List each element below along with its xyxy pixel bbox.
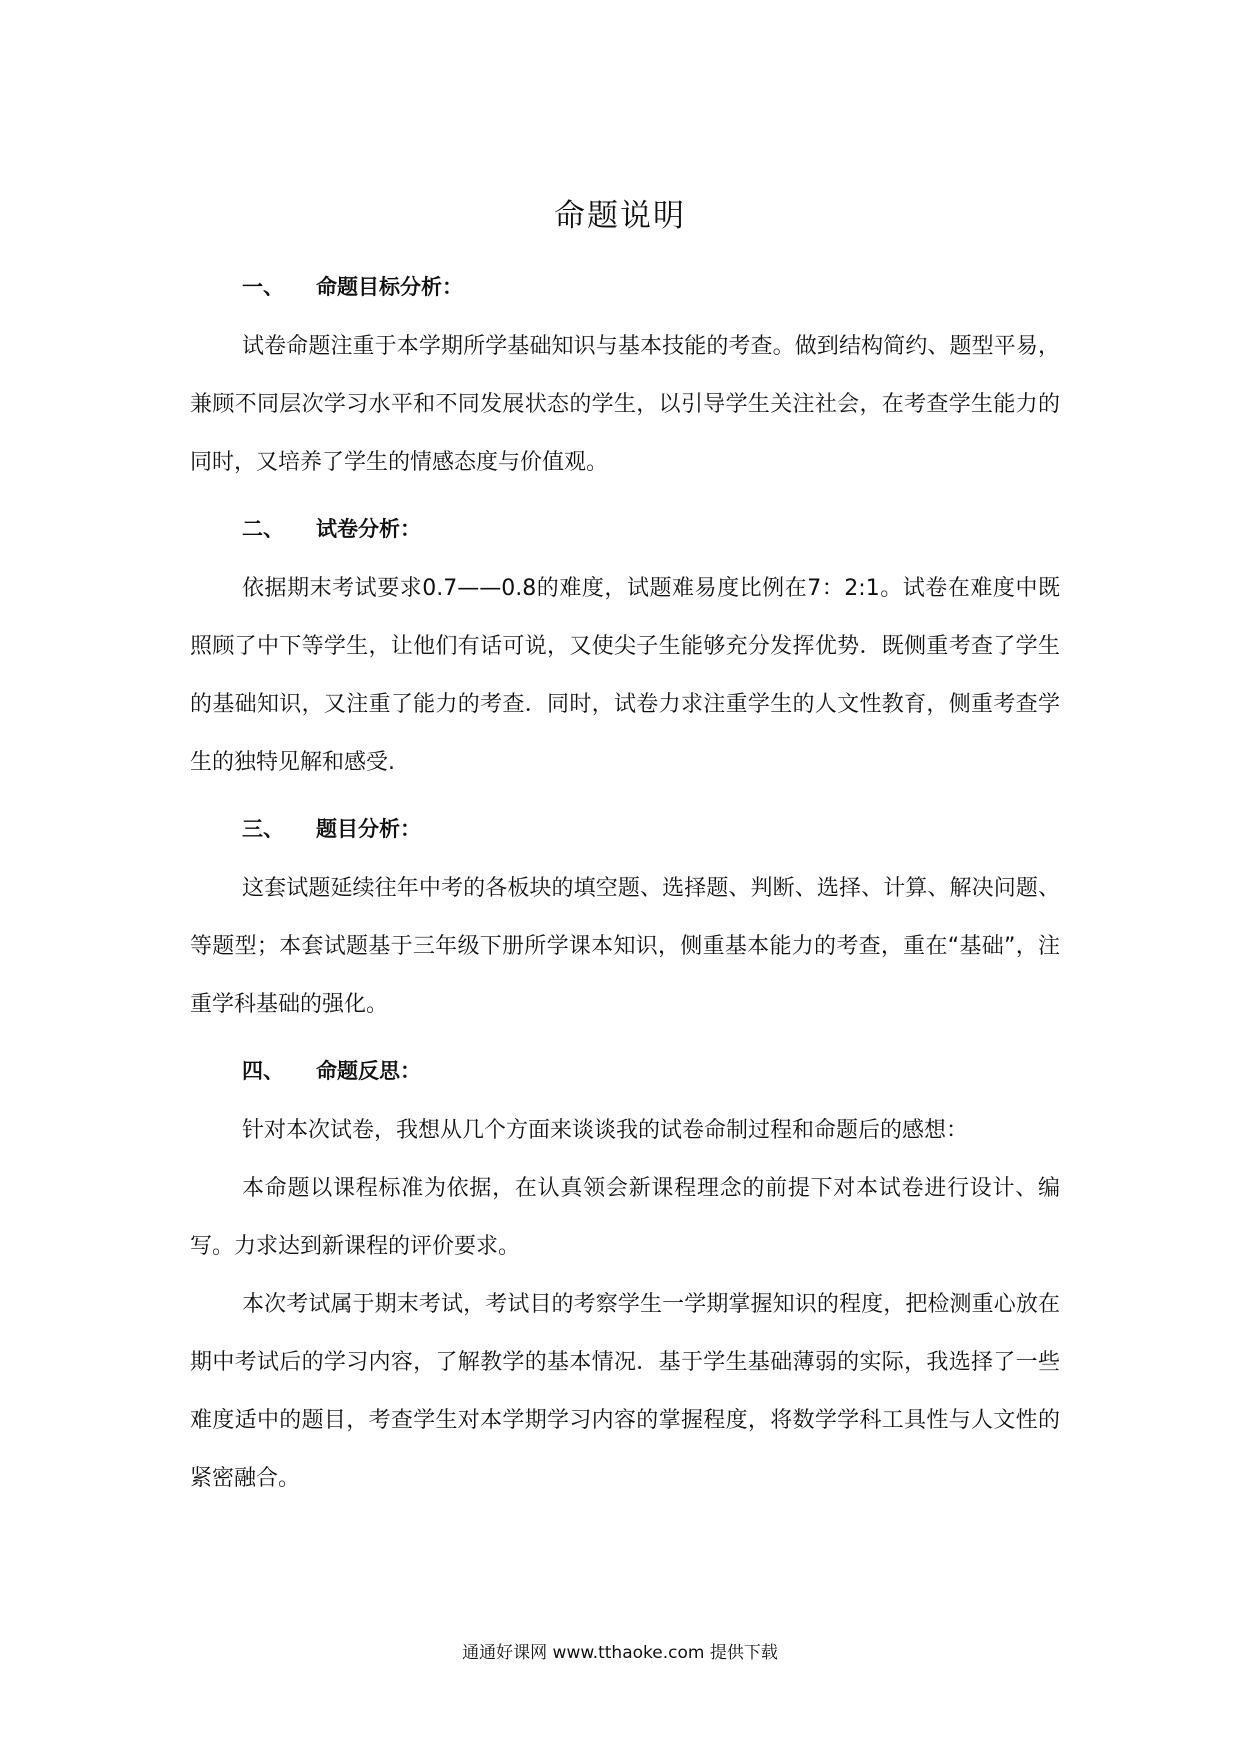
- section-heading-4: [190, 1052, 1060, 1088]
- page-title: 命题说明: [554, 198, 686, 234]
- section-number: 三、: [242, 817, 284, 841]
- section-heading-3: [190, 810, 1060, 846]
- section-heading-2: [190, 510, 1060, 546]
- paragraph: 本次考试属于期末考试，考试目的考察学生一学期掌握知识的程度，把检测重心放在期中考试后的学习内容，了解教学的基本情况．基于学生基础薄弱的实际，我选择了一些难度适中的题目，考查学生对本学期学习内容的掌握程度，将数学学科工具性与人文性的紧密融合。: [190, 1292, 1060, 1491]
- paragraph: 这套试题延续往年中考的各板块的填空题、选择题、判断、选择、计算、解决问题、等题型；本套试题基于三年级下册所学课本知识，侧重基本能力的考查，重在“基础”，注重学科基础的强化。: [190, 876, 1060, 1017]
- section-number: 二、: [242, 517, 284, 541]
- paragraph: 针对本次试卷，我想从几个方面来谈谈我的试卷命制过程和命题后的感想：: [242, 1118, 969, 1143]
- paragraph: 试卷命题注重于本学期所学基础知识与基本技能的考查。做到结构简约、题型平易，兼顾不同层次学习水平和不同发展状态的学生，以引导学生关注社会，在考查学生能力的同时，又培养了学生的情感态度与价值观。: [190, 334, 1060, 475]
- section-title: 命题反思：: [316, 1059, 421, 1083]
- section-heading-1: [190, 268, 1060, 304]
- section-title: 命题目标分析：: [316, 275, 463, 299]
- section-title: 题目分析：: [316, 817, 421, 841]
- section-number: 四、: [242, 1059, 284, 1083]
- footer-text: 通通好课网 www.tthaoke.com 提供下载: [462, 1643, 778, 1663]
- section-number: 一、: [242, 275, 284, 299]
- paragraph: 本命题以课程标准为依据，在认真领会新课程理念的前提下对本试卷进行设计、编写。力求达到新课程的评价要求。: [190, 1176, 1060, 1259]
- paragraph: 依据期末考试要求0.7——0.8的难度，试题难易度比例在7：2:1。试卷在难度中既照顾了中下等学生，让他们有话可说，又使尖子生能够充分发挥优势．既侧重考查了学生的基础知识，又注重了能力的考查．同时，试卷力求注重学生的人文性教育，侧重考查学生的独特见解和感受.: [190, 576, 1060, 775]
- document-body: [190, 250, 1060, 1508]
- section-title: 试卷分析：: [316, 517, 421, 541]
